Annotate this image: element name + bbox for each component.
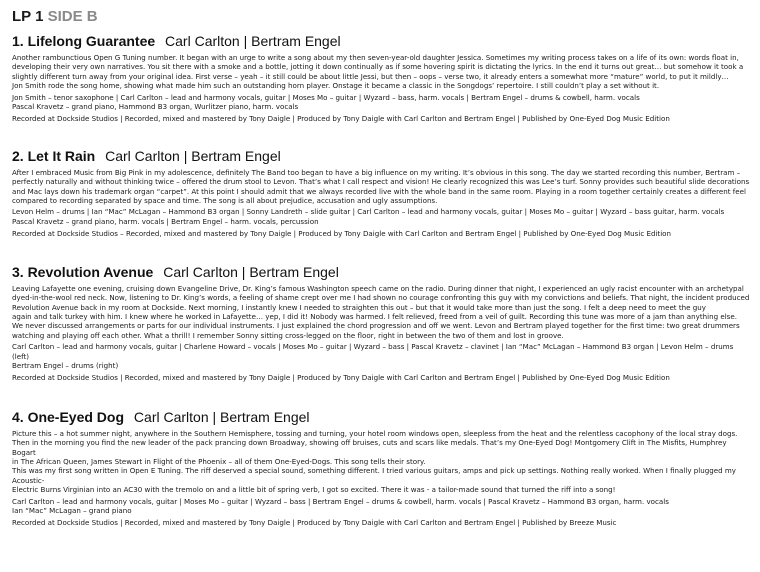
track-recording-info: Recorded at Dockside Studios – Recorded, mixed and mastered by Tony Daigle | Produced by Tony Daigle with Carl Carlton and Bertram Engel | Published by One-Eyed Dog Music Edition [12, 229, 672, 239]
track-description [12, 53, 752, 91]
track-writers: Carl Carlton | Bertram Engel [133, 408, 310, 425]
description-line: Another rambunctious Open G Tuning number. It began with an urge to write a song about my then seven-year-old daughter Jessica. Sometimes my writing process takes on a life of its own: words float in, [12, 53, 739, 62]
track-credits [12, 207, 752, 226]
track-writers: Carl Carlton | Bertram Engel [105, 147, 281, 164]
credits-line: Pascal Kravetz – grand piano, Hammond B3 organ, Wurlitzer piano, harm. vocals [12, 102, 299, 112]
track-credits [12, 497, 752, 516]
track-title: 2. Let It Rain [12, 147, 96, 164]
track-1 [12, 32, 752, 124]
track-heading [12, 408, 752, 426]
description-line: again and talk turkey with him. I knew where he worked in Lafayette… yep, I did it! Nobody was harmed. I felt relieved, freed from a veil of guilt. Recording this tune was more of a jam than anything else. [12, 311, 737, 321]
track-description [12, 429, 752, 495]
description-line: watching and playing off each other. What a thrill! I remember Sonny sitting cross-legged on the floor, right in between the two of them and lost in groove. [12, 330, 564, 340]
description-line: Jon Smith rode the song home, showing what made him such an outstanding horn player. Onstage it became a classic in the Songdogs’ repertoire. I still couldn’t play a set without it. [12, 81, 660, 91]
credits-line: Bertram Engel – drums (right) [12, 360, 119, 370]
track-3 [12, 263, 752, 383]
description-line: and Mac lays down his trademark organ “carpet”. At this point I should admit that we always recorded live with the whole band in the same room. Playing in a room together certainly creates a different feel [12, 186, 746, 196]
track-description [12, 284, 752, 340]
description-line: compared to recording separated by space and time. The song is all about prejudice, accusation and ugly assumptions. [12, 196, 438, 206]
credits-line: Levon Helm – drums | Ian “Mac” McLagan – Hammond B3 organ | Sonny Landreth – slide guitar | Carl Carlton – lead and harmony vocals, guitar | Moses Mo – guitar | Wyzard – bass guitar, harm. vocals [12, 207, 725, 217]
track-recording-info: Recorded at Dockside Studios | Recorded, mixed and mastered by Tony Daigle | Produced by Tony Daigle with Carl Carlton and Bertram Engel | Published by Breeze Music [12, 518, 617, 528]
description-line: After I embraced Music from Big Pink in my adolescence, definitely The Band too began to have a big influence on my writing. It’s obvious in this song. The day we started recording this number, Bertram – [12, 167, 741, 177]
track-credits [12, 93, 752, 112]
track-writers: Carl Carlton | Bertram Engel [163, 263, 339, 280]
credits-line: Pascal Kravetz – grand piano, harm. vocals | Bertram Engel – harm. vocals, percussion [12, 216, 319, 226]
description-line: Then in the morning you find the new leader of the pack prancing down Broadway, showing off bruises, cuts and scars like medals. That’s my One-Eyed Dog! Montgomery Clift in The Misfits, Humphrey Bogart [12, 438, 727, 457]
description-line: This was my first song written in Open E Tuning. The riff deserved a special sound, something different. I tried various guitars, amps and pick up settings. Nothing really worked. When I finally plugged my Acoustic- [12, 466, 736, 485]
track-title: 3. Revolution Avenue [12, 263, 154, 280]
track-recording-info: Recorded at Dockside Studios | Recorded, mixed and mastered by Tony Daigle | Produced by Tony Daigle with Carl Carlton and Bertram Engel | Published by One-Eyed Dog Music Edition [12, 373, 670, 383]
credits-line: Jon Smith – tenor saxophone | Carl Carlton – lead and harmony vocals, guitar | Moses Mo – guitar | Wyzard – bass, harm. vocals | Bertram Engel – drums & cowbell, harm. vocals [12, 92, 640, 102]
track-recording-info: Recorded at Dockside Studios | Recorded, mixed and mastered by Tony Daigle | Produced by Tony Daigle with Carl Carlton and Bertram Engel | Published by One-Eyed Dog Music Edition [12, 114, 670, 124]
side-header [12, 8, 752, 26]
description-line: perfectly naturally and without thinking twice – offered the drum stool to Levon. That’s what I call respect and vision! He clearly recognized this was Lee’s turf. Sonny provides such beautiful slide decorations [12, 177, 750, 187]
liner-notes-page [12, 8, 752, 528]
track-4 [12, 408, 752, 528]
track-heading [12, 147, 752, 165]
track-description [12, 168, 752, 206]
track-title: 4. One-Eyed Dog [12, 408, 125, 425]
description-line: developing their very own narratives. You sit there with a smoke and a bottle, jotting it down continually as if some hovering spirit is dictating the lyrics. In the end it turns out great… but somehow it took a [12, 62, 744, 72]
description-line: dyed-in-the-wool red neck. Now, listening to Dr. King’s words, a feeling of shame crept over me I had shown no courage confronting this guy with my convictions and beliefs. That night, the incident produced [12, 293, 750, 303]
description-line: Revolution Avenue back in my room at Dockside. Next morning, I instantly knew I needed to straighten this out – but that it would take more than just the song. I felt a deep need to meet the guy [12, 302, 706, 312]
credits-line: Carl Carlton – lead and harmony vocals, guitar | Charlene Howard – vocals | Moses Mo – guitar | Wyzard – bass | Pascal Kravetz – clavinet | Ian “Mac” McLagan – Hammond B3 organ | Levon Helm – drums (left) [12, 342, 734, 361]
track-2 [12, 147, 752, 239]
lp-label: LP 1 [12, 8, 44, 25]
description-line: slightly different turn away from your original idea. First verse – yeah – it still could be about little Jessi, but then – oops – verse two, it already enters a somewhat more “mature” world, to put it mildly… [12, 71, 729, 81]
track-title: 1. Lifelong Guarantee [12, 33, 156, 49]
side-label: SIDE B [47, 8, 98, 25]
description-line: Leaving Lafayette one evening, cruising down Evangeline Drive, Dr. King’s famous Washington speech came on the radio. During dinner that night, I experienced an ugly racist encounter with an archetypal [12, 283, 744, 293]
credits-line: Ian “Mac” McLagan – grand piano [12, 506, 132, 515]
description-line: We never discussed arrangements or parts for our individual instruments. I just explained the chord progression and off we went. Levon and Bertram played together for the first time: two great drummers [12, 321, 740, 331]
track-writers: Carl Carlton | Bertram Engel [165, 33, 341, 49]
track-heading [12, 32, 752, 50]
track-credits [12, 342, 752, 370]
track-heading [12, 263, 752, 281]
credits-line: Carl Carlton – lead and harmony vocals, guitar | Moses Mo – guitar | Wyzard – bass | Bertram Engel – drums & cowbell, harm. vocals | Pascal Kravetz – Hammond B3 organ, harm. vocals [12, 496, 669, 506]
description-line: Electric Burns Virginian into an AC30 with the tremolo on and a little bit of spring verb, I got so excited. There it was - a tailor-made sound that turned the riff into a song! [12, 485, 616, 495]
description-line: Picture this – a hot summer night, anywhere in the Southern Hemisphere, tossing and turning, your hotel room windows open, sleepless from the heat and the relentless cacophony of the local stray dogs. [12, 428, 738, 438]
description-line: in The African Queen, James Stewart in Flight of the Phoenix – all of them One-Eyed-Dogs. This song tells their story. [12, 456, 426, 466]
